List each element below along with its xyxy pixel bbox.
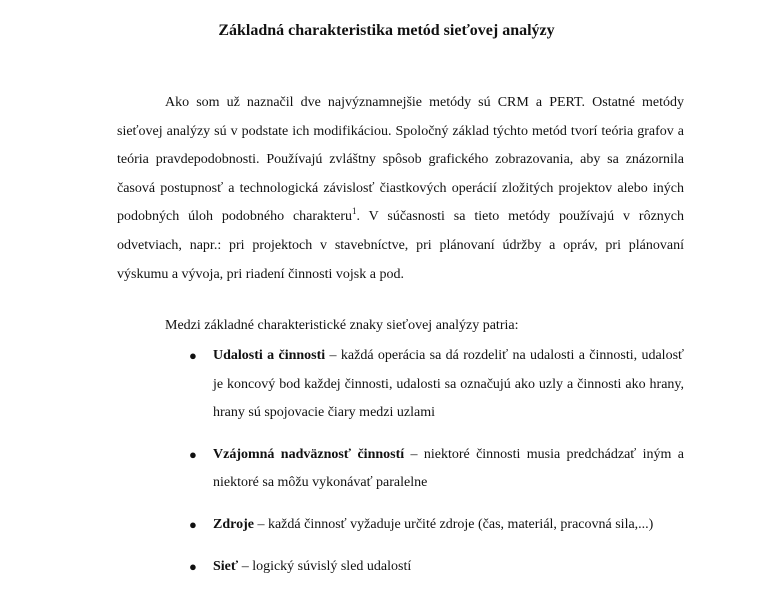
footnote-marker: 1 [352,206,357,217]
characteristics-list [189,342,684,594]
item-text: – niektoré činnosti musia predchádzať iným a niektoré sa môžu vykonávať paralelne [213,446,684,491]
item-text: – každá operácia sa dá rozdeliť na udalosti a činnosti, udalosť je koncový bod každej činnosti, udalosti sa označujú ako uzly a činnosti ako hrany, hrany sú spojovacie čiary medzi uzlami [213,348,684,421]
list-item-events-activities [189,342,684,428]
intro-text-part-2: . V súčasnosti sa tieto metódy používajú v rôznych odvetviach, napr.: pri projektoch v stavebníctve, pri plánovaní údržby a opráv, pri plánovaní výskumu a vývoja, pri riadení činnosti vojsk a pod. [117,209,684,282]
item-term: Vzájomná nadväznosť činností [213,446,405,462]
bullet-icon: ● [189,446,197,462]
item-term: Sieť [213,558,239,574]
bullet-icon: ● [189,558,197,574]
item-text: – logický súvislý sled udalostí [238,558,412,574]
intro-text-part-1: Ako som už naznačil dve najvýznamnejšie metódy sú CRM a PERT. Ostatné metódy sieťovej analýzy sú v podstate ich modifikáciou. Spoločný základ týchto metód tvorí teória grafov a teória pravdepodobnosti. Používajú zvláštny spôsob grafického zobrazovania, aby sa znázornila časová postupnosť a technologická závislosť čiastkových operácií zložitých projektov alebo iných podobných úloh podobného charakteru [117,95,684,225]
item-term: Udalosti a činnosti [213,348,326,363]
bullet-icon: ● [189,348,197,363]
item-term: Zdroje [213,516,254,532]
page-title: Základná charakteristika metód sieťovej analýzy [218,22,555,39]
list-item-dependency [189,441,684,498]
list-item-network [189,553,684,582]
item-text: – každá činnosť vyžaduje určité zdroje (čas, materiál, pracovná sila,...) [253,516,654,532]
list-item-resources [189,511,684,540]
list-intro-paragraph: Medzi základné charakteristické znaky sieťovej analýzy patria: [165,318,519,333]
bullet-icon: ● [189,516,197,532]
intro-paragraph [117,89,684,289]
